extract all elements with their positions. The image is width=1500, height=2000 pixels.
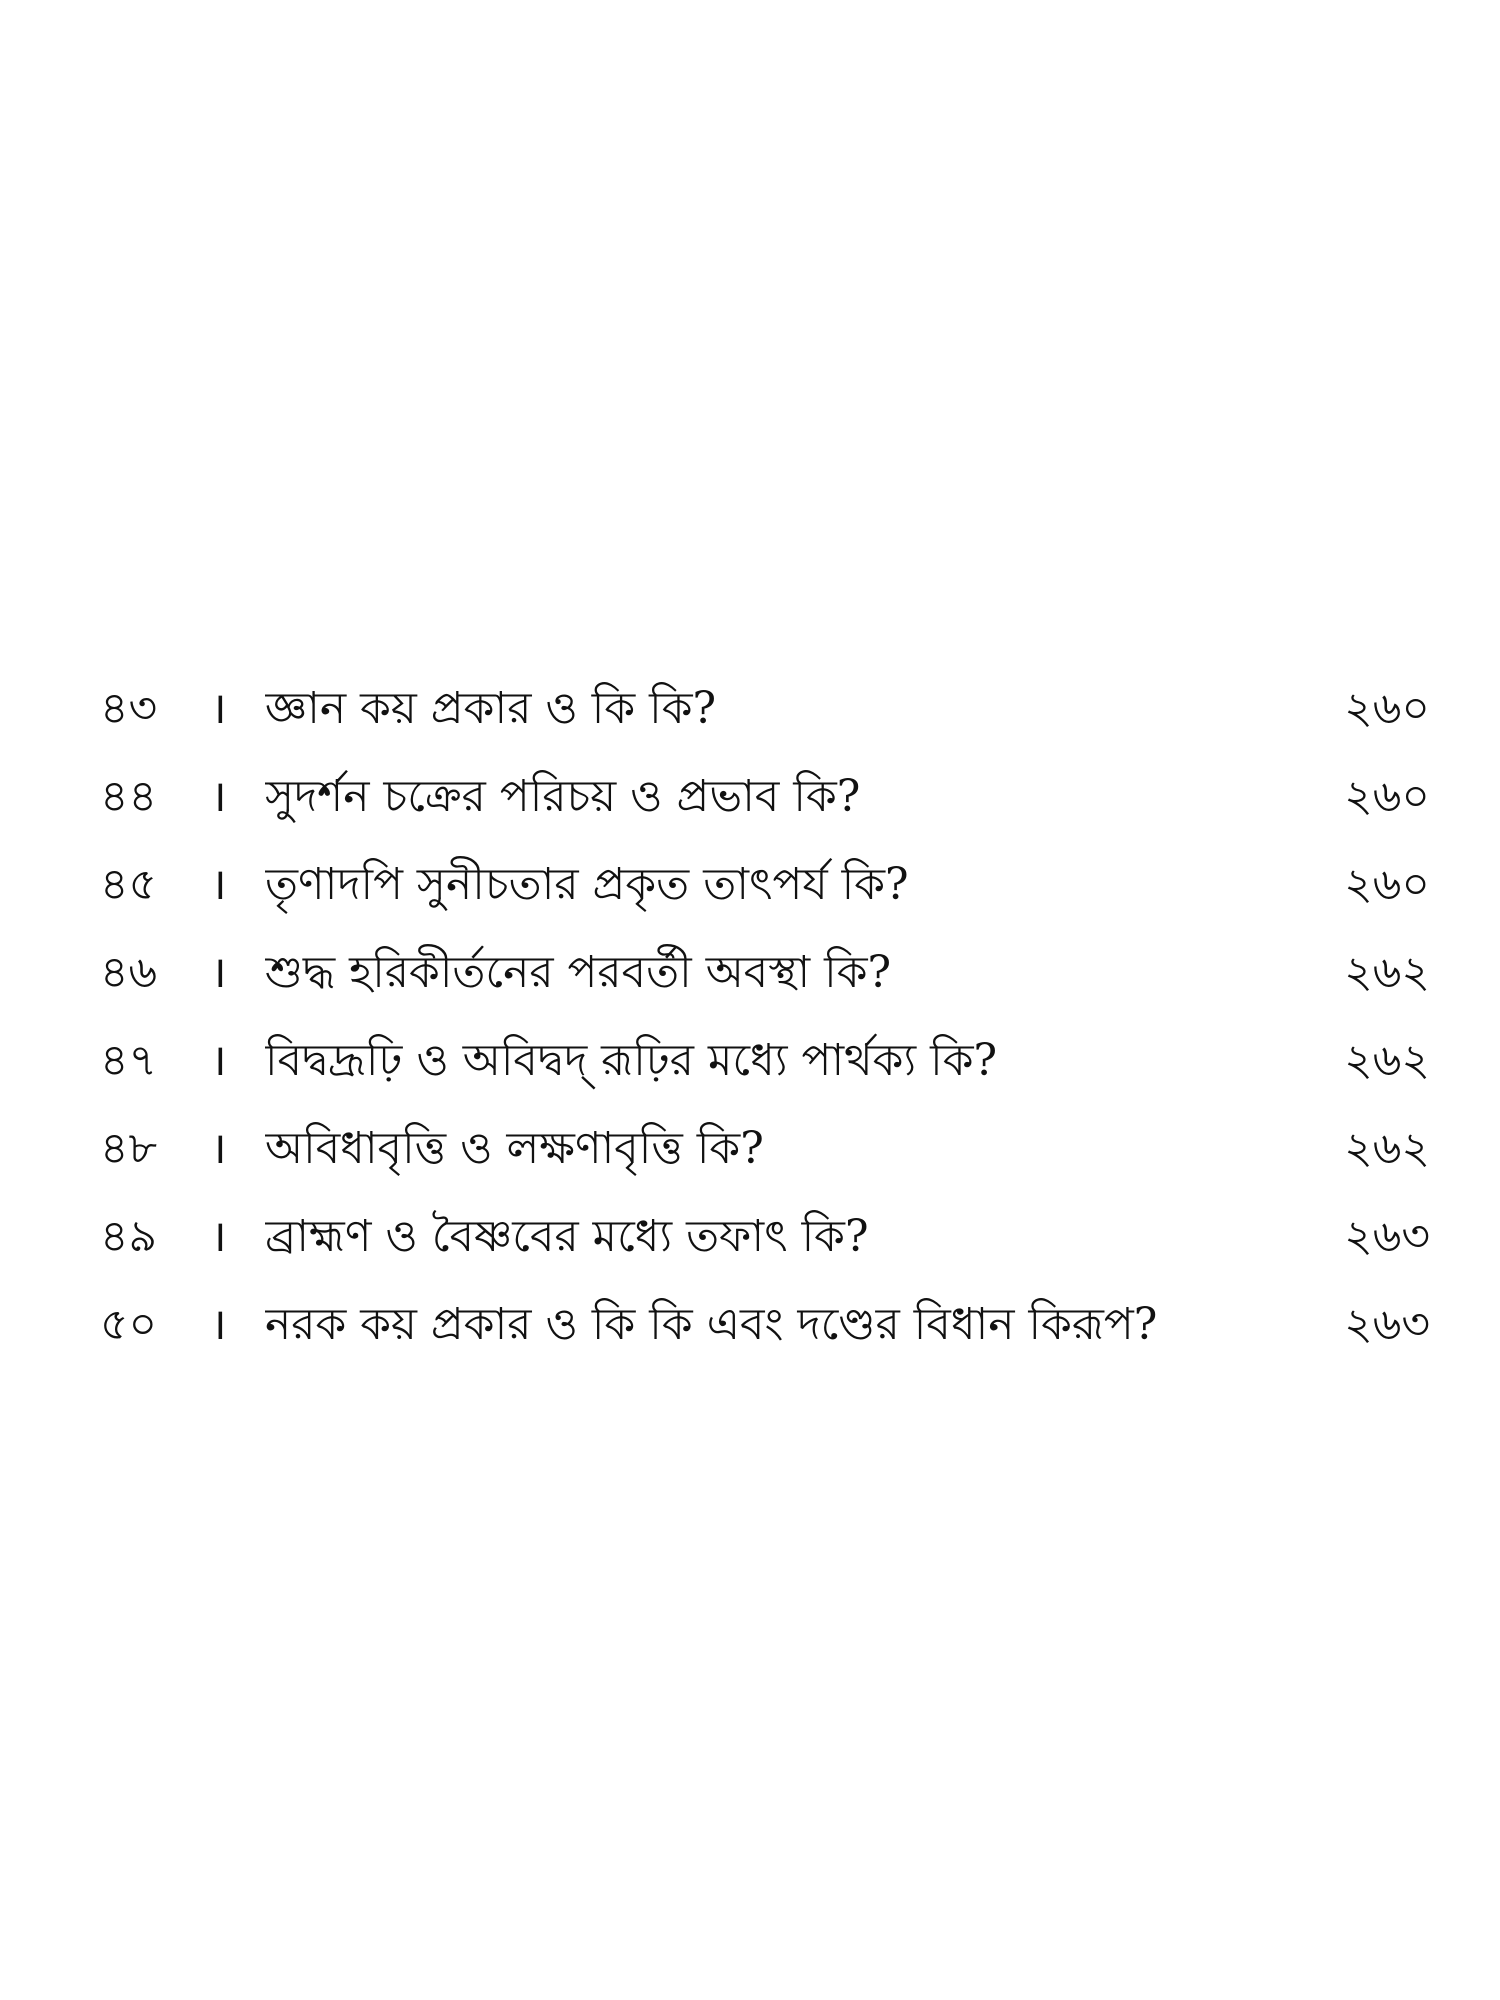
entry-title: নরক কয় প্রকার ও কি কি এবং দণ্ডের বিধান কিরূপ? <box>265 1299 1158 1350</box>
toc-entry-46 <box>100 929 1430 1017</box>
entry-page-number: ২৬০ <box>1344 683 1430 734</box>
entry-title: শুদ্ধ হরিকীর্তনের পরবর্তী অবস্থা কি? <box>265 947 892 998</box>
entry-number: ৫০ <box>100 1299 158 1350</box>
toc-entry-49 <box>100 1193 1430 1281</box>
entry-number: ৪৩ <box>100 683 158 734</box>
toc-entry-44 <box>100 753 1430 841</box>
entry-title: জ্ঞান কয় প্রকার ও কি কি? <box>265 683 717 734</box>
entry-title: তৃণাদপি সুনীচতার প্রকৃত তাৎপর্য কি? <box>265 859 909 910</box>
entry-title: সুদর্শন চক্রের পরিচয় ও প্রভাব কি? <box>265 771 861 822</box>
toc-entry-50 <box>100 1281 1430 1369</box>
entry-number: ৪৮ <box>100 1123 158 1174</box>
entry-separator: । <box>210 1123 227 1174</box>
entry-separator: । <box>210 771 227 822</box>
toc-entry-48 <box>100 1105 1430 1193</box>
entry-page-number: ২৬২ <box>1344 1123 1430 1174</box>
entry-page-number: ২৬২ <box>1344 947 1430 998</box>
entry-number: ৪৯ <box>100 1211 158 1262</box>
table-of-contents <box>100 665 1430 1369</box>
entry-number: ৪৪ <box>100 771 158 822</box>
entry-number: ৪৫ <box>100 859 158 910</box>
entry-number: ৪৬ <box>100 947 158 998</box>
entry-separator: । <box>210 1299 227 1350</box>
entry-separator: । <box>210 1035 227 1086</box>
entry-page-number: ২৬০ <box>1344 771 1430 822</box>
entry-title: ব্রাহ্মণ ও বৈষ্ণবের মধ্যে তফাৎ কি? <box>265 1211 869 1262</box>
entry-separator: । <box>210 947 227 998</box>
toc-entry-43 <box>100 665 1430 753</box>
toc-entry-47 <box>100 1017 1430 1105</box>
entry-title: বিদ্বদ্রূঢ়ি ও অবিদ্বদ্ রূঢ়ির মধ্যে পার্থক্য কি? <box>265 1035 998 1086</box>
entry-page-number: ২৬০ <box>1344 859 1430 910</box>
entry-separator: । <box>210 683 227 734</box>
entry-number: ৪৭ <box>100 1035 158 1086</box>
entry-page-number: ২৬৩ <box>1344 1299 1430 1350</box>
toc-entry-45 <box>100 841 1430 929</box>
entry-page-number: ২৬৩ <box>1344 1211 1430 1262</box>
entry-title: অবিধাবৃত্তি ও লক্ষণাবৃত্তি কি? <box>265 1123 764 1174</box>
entry-separator: । <box>210 859 227 910</box>
entry-separator: । <box>210 1211 227 1262</box>
entry-page-number: ২৬২ <box>1344 1035 1430 1086</box>
